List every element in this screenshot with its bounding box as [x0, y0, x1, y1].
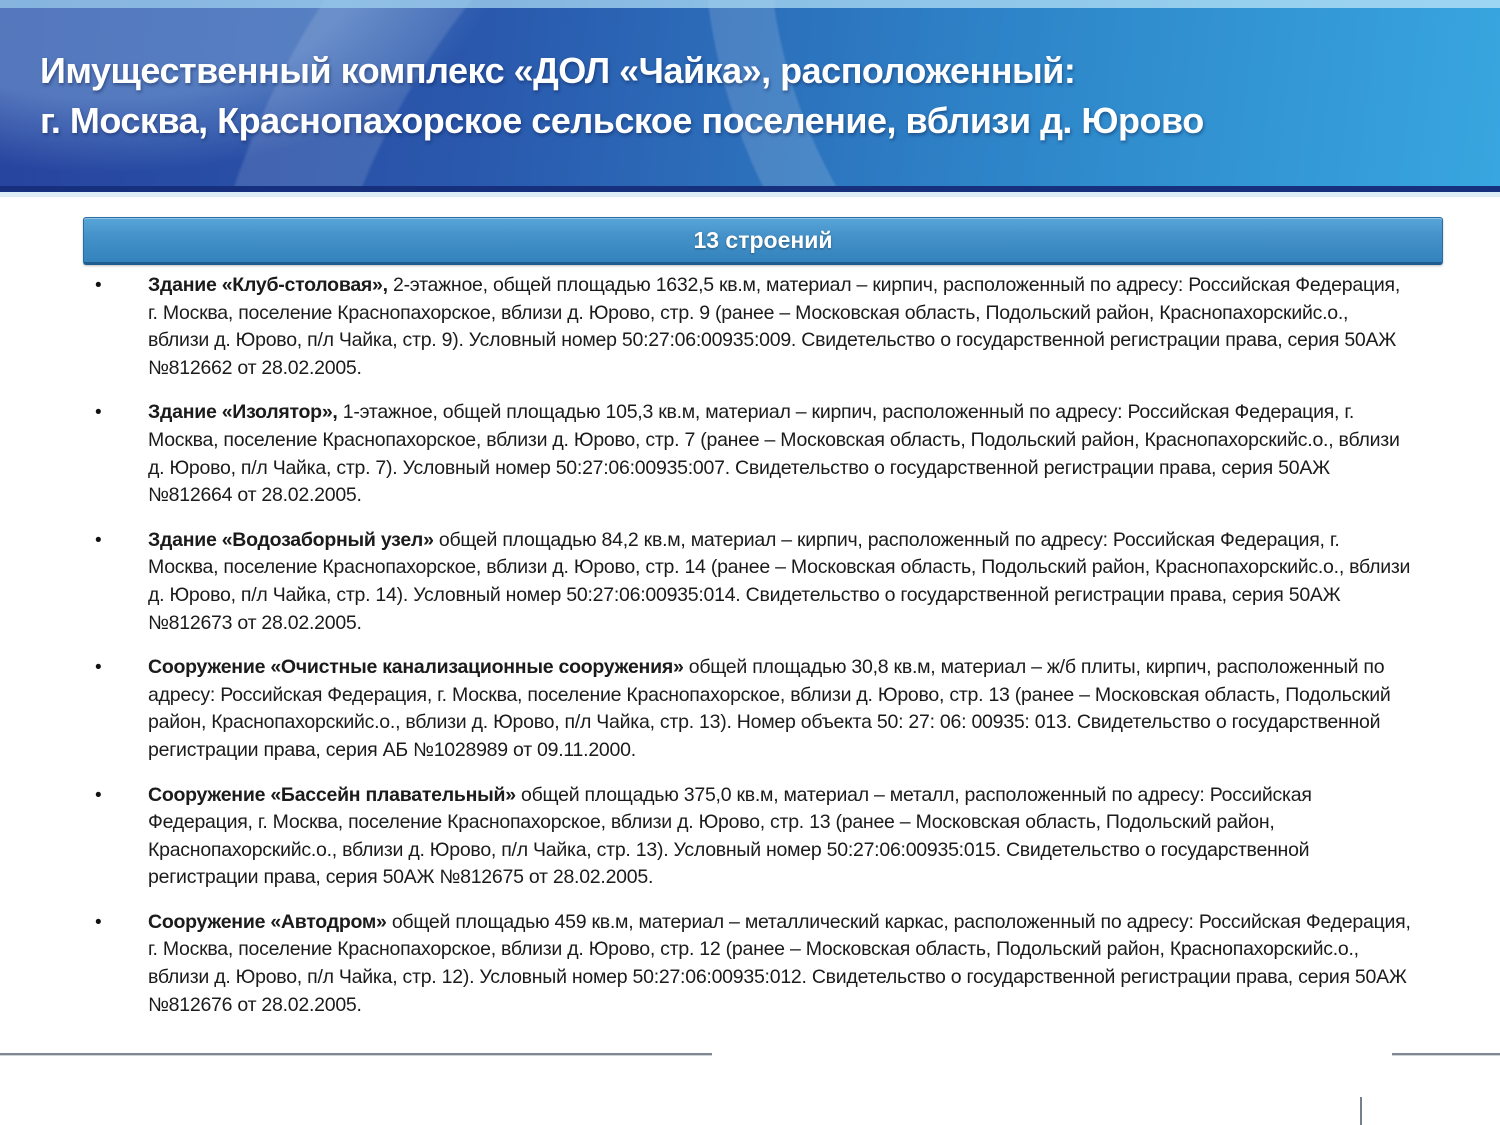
list-item [0, 909, 1412, 1019]
item-title: Сооружение «Очистные канализационные сооружения» [148, 656, 689, 679]
list-item [0, 272, 1412, 382]
item-text: общей площадью 459 кв.м, материал – металлический каркас, расположенный по адресу: Российская Федерация, г. Москва, поселение Краснопахорское, вблизи д. Юрово, стр. 12 (ранее – Московская область, Подольский район, Краснопахорскийс.о., вблизи д. Юрово, п/л Чайка, стр. 12). Условный номер 50:27:06:00935:012. Свидетельство о государственной регистрации права, серия 50АЖ №812676 от 28.02.2005. [148, 910, 1411, 1016]
item-title: Сооружение «Бассейн плавательный» [148, 783, 522, 806]
title-line-1: Имущественный комплекс «ДОЛ «Чайка», расположенный: [40, 50, 1076, 91]
title-line-2: г. Москва, Краснопахорское сельское поселение, вблизи д. Юрово [40, 100, 1204, 141]
header-underline [0, 192, 1500, 197]
list-item [0, 782, 1412, 892]
item-title: Здание «Изолятор», [148, 401, 343, 424]
slide-title [40, 46, 1470, 146]
item-title: Здание «Водозаборный узел» [148, 528, 439, 551]
item-text: 1-этажное, общей площадью 105,3 кв.м, материал – кирпич, расположенный по адресу: Российская Федерация, г. Москва, поселение Краснопахорское, вблизи д. Юрово, стр. 7 (ранее – Московская область, Подольский район, Краснопахорскийс.о., вблизи д. Юрово, п/л Чайка, стр. 7). Условный номер 50:27:06:00935:007. Свидетельство о государственной регистрации права, серия 50АЖ №812664 от 28.02.2005. [148, 401, 1400, 507]
count-banner [83, 217, 1443, 265]
building-list [0, 272, 1412, 1036]
item-title: Сооружение «Автодром» [148, 910, 392, 933]
item-text: общей площадью 84,2 кв.м, материал – кирпич, расположенный по адресу: Российская Федерация, г. Москва, поселение Краснопахорское, вблизи д. Юрово, стр. 14 (ранее – Московская область, Подольский район, Краснопахорскийс.о., вблизи д. Юрово, п/л Чайка, стр. 14). Условный номер 50:27:06:00935:014. Свидетельство о государственной регистрации права, серия 50АЖ №812673 от 28.02.2005. [148, 528, 1411, 634]
item-text: общей площадью 30,8 кв.м, материал – ж/б плиты, кирпич, расположенный по адресу: Российская Федерация, г. Москва, поселение Краснопахорское, вблизи д. Юрово, стр. 13 (ранее – Московская область, Подольский район, Краснопахорскийс.о., вблизи д. Юрово, п/л Чайка, стр. 13). Номер объекта 50: 27: 06: 00935: 013. Свидетельство о государственной регистрации права, серия АБ №1028989 от 09.11.2000. [148, 656, 1391, 761]
item-text: 2-этажное, общей площадью 1632,5 кв.м, материал – кирпич, расположенный по адресу: Российская Федерация, г. Москва, поселение Краснопахорское, вблизи д. Юрово, стр. 9 (ранее – Московская область, Подольский район, Краснопахорскийс.о., вблизи д. Юрово, п/л Чайка, стр. 9). Условный номер 50:27:06:00935:009. Свидетельство о государственной регистрации права, серия 50АЖ №812662 от 28.02.2005. [148, 274, 1401, 379]
list-item [0, 654, 1412, 764]
list-item [0, 527, 1412, 637]
list-item [0, 399, 1412, 509]
footer-divider-tick [1360, 1097, 1362, 1125]
item-text: общей площадью 375,0 кв.м, материал – металл, расположенный по адресу: Российская Федерация, г. Москва, поселение Краснопахорское, вблизи д. Юрово, стр. 13 (ранее – Московская область, Подольский район, Краснопахорскийс.о., вблизи д. Юрово, п/л Чайка, стр. 13). Условный номер 50:27:06:00935:015. Свидетельство о государственной регистрации права, серия 50АЖ №812675 от 28.02.2005. [148, 783, 1312, 889]
footer-cover [712, 1044, 1392, 1125]
count-banner-label: 13 строений [693, 226, 833, 253]
item-title: Здание «Клуб-столовая», [148, 274, 393, 296]
slide-header [0, 0, 1500, 192]
